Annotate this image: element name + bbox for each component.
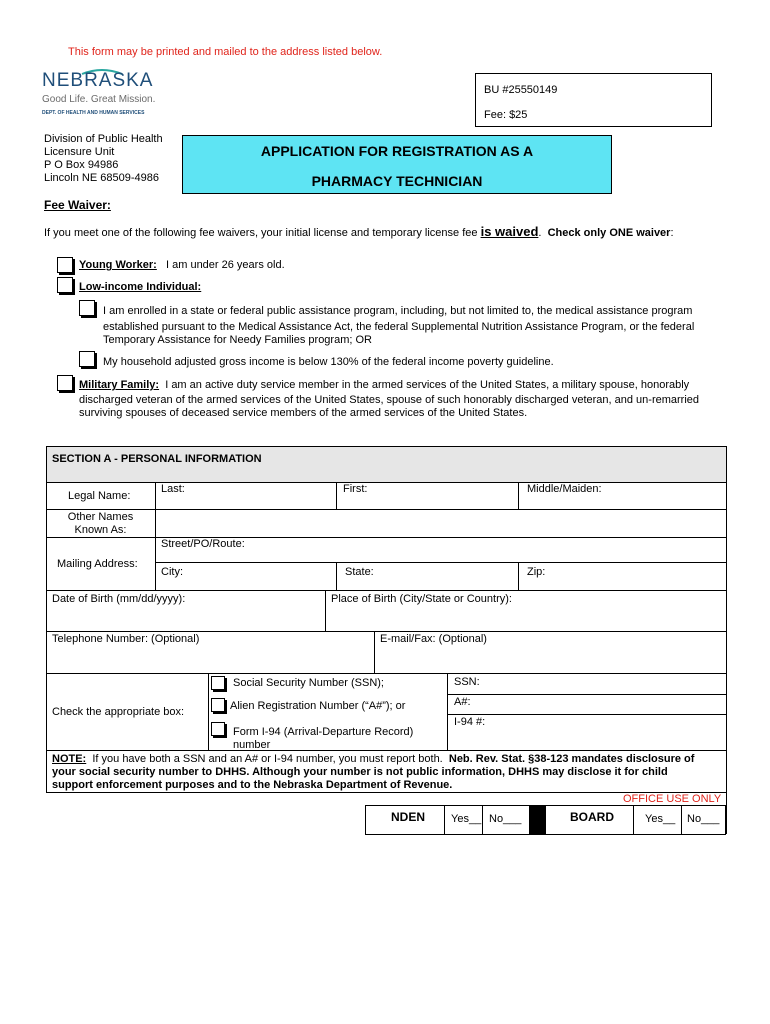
intro-waived: is waived	[480, 224, 539, 239]
intro-check-one: Check only ONE waiver	[547, 227, 671, 239]
address-line-2: Licensure Unit	[44, 146, 115, 158]
check-box-label: Check the appropriate box:	[52, 706, 185, 718]
ssn-checkbox[interactable]	[211, 676, 225, 690]
military-label: Military Family:	[79, 379, 160, 391]
low-income-option-1-text	[103, 305, 694, 347]
section-a-title: SECTION A - PERSONAL INFORMATION	[52, 453, 262, 465]
address-block	[44, 133, 163, 185]
note-line-3: support enforcement purposes and to the Nebraska Department of Revenue.	[52, 779, 453, 791]
mailing-address-label: Mailing Address:	[57, 558, 138, 570]
board-no: No___	[687, 813, 720, 825]
office-use-table	[365, 805, 726, 835]
email-fax-field[interactable]: E-mail/Fax: (Optional)	[380, 633, 487, 645]
nden-no: No___	[489, 813, 522, 825]
a-number-field[interactable]: A#:	[454, 696, 471, 708]
i94-checkbox[interactable]	[211, 722, 225, 736]
other-names-field[interactable]	[156, 510, 726, 536]
dob-field[interactable]: Date of Birth (mm/dd/yyyy):	[52, 593, 186, 605]
ssn-option-label: Social Security Number (SSN);	[233, 677, 384, 689]
i94-option-label	[233, 726, 413, 752]
note-label: NOTE:	[52, 753, 87, 765]
title-line-1: APPLICATION FOR REGISTRATION AS A	[260, 143, 534, 159]
title-box	[182, 135, 612, 194]
board-yes: Yes__	[645, 813, 676, 825]
note-line-2: your social security number to DHHS. Although your number is not public information, DHHS may disclose it for child	[52, 766, 668, 778]
alien-registration-checkbox[interactable]	[211, 698, 225, 712]
other-names-line-1: Other Names	[67, 511, 134, 523]
young-worker-label: Young Worker:	[79, 259, 157, 271]
bu-number: BU #25550149	[484, 84, 558, 96]
first-name-field[interactable]: First:	[343, 483, 368, 495]
nden-yes: Yes__	[451, 813, 482, 825]
low-income-option-1-checkbox[interactable]	[79, 300, 95, 316]
low-income-option-2-checkbox[interactable]	[79, 351, 95, 367]
print-notice: This form may be printed and mailed to the address listed below.	[68, 46, 383, 58]
address-line-3: P O Box 94986	[44, 159, 119, 171]
intro-text: If you meet one of the following fee waivers, your initial license and temporary license fee	[44, 227, 478, 239]
military-family-checkbox[interactable]	[57, 375, 73, 391]
phone-field[interactable]: Telephone Number: (Optional)	[52, 633, 200, 645]
street-field[interactable]: Street/PO/Route:	[161, 538, 245, 550]
board-label: BOARD	[570, 810, 614, 824]
low-opt1-line-1: I am enrolled in a state or federal public assistance program, including, but not limited to, the medical assistance program	[103, 305, 693, 317]
title-line-2: PHARMACY TECHNICIAN	[311, 173, 483, 189]
other-names-label	[46, 511, 155, 537]
ssn-field[interactable]: SSN:	[454, 676, 480, 688]
state-field[interactable]: State:	[345, 566, 374, 578]
military-line-3: surviving spouses of deceased service members of the armed services of the United States.	[79, 407, 528, 419]
middle-name-field[interactable]: Middle/Maiden:	[527, 483, 602, 495]
alien-option-label: Alien Registration Number (“A#”); or	[230, 700, 406, 712]
military-line-2: discharged veteran of the armed services of the United States, spouse of such honorably discharged veteran, and un-remarried	[79, 394, 700, 406]
logo-dept: DEPT. OF HEALTH AND HUMAN SERVICES	[42, 110, 145, 116]
logo-name: NEBRASKA	[42, 70, 154, 91]
i94-number-field[interactable]: I-94 #:	[454, 716, 486, 728]
low-income-label: Low-income Individual:	[79, 281, 202, 293]
fee-waiver-intro	[44, 224, 674, 239]
office-use-divider	[529, 805, 546, 835]
legal-name-label: Legal Name:	[68, 490, 131, 502]
fee-box	[475, 73, 712, 127]
i94-option-line-2: number	[233, 739, 271, 751]
young-worker-row	[79, 259, 285, 271]
nebraska-logo	[42, 68, 162, 120]
address-line-4: Lincoln NE 68509-4986	[44, 172, 159, 184]
logo-tagline: Good Life. Great Mission.	[42, 94, 156, 105]
last-name-field[interactable]: Last:	[161, 483, 185, 495]
military-line-1: I am an active duty service member in the armed services of the United States, a military spouse, honorably	[165, 379, 690, 391]
young-worker-text: I am under 26 years old.	[166, 259, 285, 271]
i94-option-line-1: Form I-94 (Arrival-Departure Record)	[233, 726, 414, 738]
low-opt1-line-3: Temporary Assistance for Needy Families program; OR	[103, 334, 372, 346]
city-field[interactable]: City:	[161, 566, 183, 578]
fee-waiver-heading: Fee Waiver:	[44, 198, 111, 212]
fee-amount: Fee: $25	[484, 109, 528, 121]
nden-label: NDEN	[391, 810, 426, 824]
note-text-b: Neb. Rev. Stat. §38-123 mandates disclosure of	[448, 753, 695, 765]
address-line-1: Division of Public Health	[44, 133, 163, 145]
zip-field[interactable]: Zip:	[527, 566, 546, 578]
note-block	[52, 753, 726, 792]
office-use-label: OFFICE USE ONLY	[623, 793, 722, 805]
intro-period: .	[538, 227, 542, 239]
other-names-line-2: Known As:	[74, 524, 127, 536]
pob-field[interactable]: Place of Birth (City/State or Country):	[331, 593, 512, 605]
low-income-checkbox[interactable]	[57, 277, 73, 293]
low-income-option-2-text: My household adjusted gross income is below 130% of the federal income poverty guideline.	[103, 356, 554, 368]
note-text-a: If you have both a SSN and an A# or I-94 number, you must report both.	[92, 753, 443, 765]
low-opt1-line-2: established pursuant to the Medical Assistance Act, the federal Supplemental Nutrition Assistance Program, or the federal	[103, 321, 695, 333]
military-family-text	[79, 379, 699, 420]
young-worker-checkbox[interactable]	[57, 257, 73, 273]
intro-colon: :	[670, 227, 674, 239]
